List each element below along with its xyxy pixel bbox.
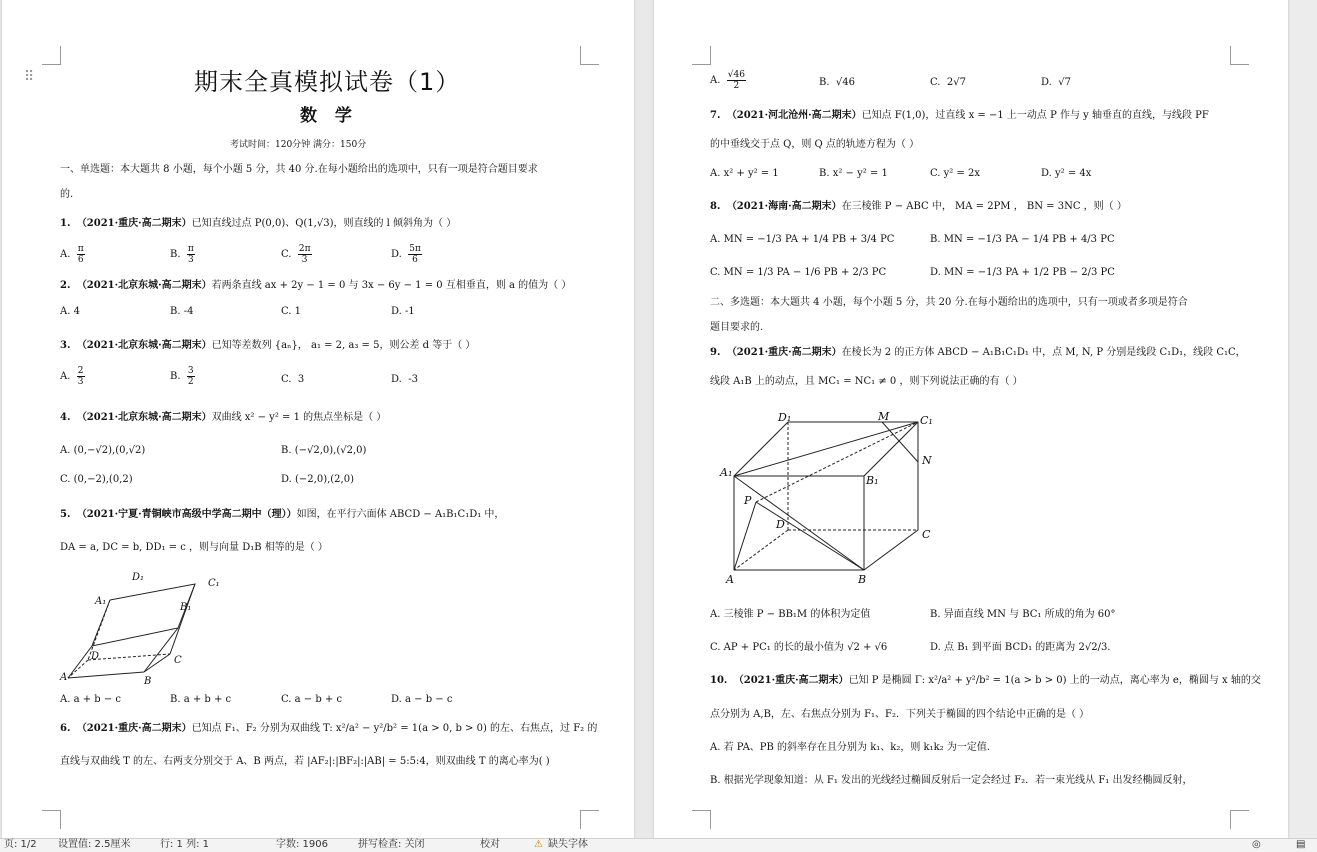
label-D1: D₁ <box>778 411 792 424</box>
focus-mode-icon[interactable]: ◎ <box>1252 839 1261 850</box>
label-D1: D₁ <box>132 572 145 583</box>
drag-handle-icon[interactable]: ⠿ <box>24 69 35 85</box>
option-c[interactable]: C. AP + PC₁ 的长的最小值为 √2 + √6 <box>710 642 888 653</box>
crop-mark <box>42 810 61 829</box>
question-5: 5. （2021·宁夏·青铜峡市高级中学高二期中（理））如图，在平行六面体 ABCD − A₁B₁C₁D₁ 中， <box>60 509 505 520</box>
label-C1: C₁ <box>920 414 933 427</box>
option-c[interactable]: C. y² = 2x <box>930 168 981 179</box>
question-4: 4. （2021·北京东城·高二期末）双曲线 x² − y² = 1 的焦点坐标是（ ） <box>60 412 387 423</box>
option-c[interactable]: C. a − b + c <box>281 694 343 705</box>
option-d[interactable]: D. -3 <box>391 374 418 385</box>
exam-info: 考试时间：120分钟 满分：150分 <box>230 140 367 150</box>
option-b[interactable]: B. a + b + c <box>170 694 232 705</box>
question-7: 7. （2021·河北沧州·高二期末）已知点 F(1,0)，过直线 x = −1 上一动点 P 作与 y 轴垂直的直线，与线段 PF <box>710 110 1209 121</box>
option-d[interactable]: D. √7 <box>1041 77 1071 88</box>
page-title: 期末全真模拟试卷（1） <box>194 68 461 96</box>
option-b[interactable]: B. 根据光学现象知道：从 F₁ 发出的光线经过椭圆反射后一定会经过 F₂．若一束光线从 F₁ 出发经椭圆反射， <box>710 775 1193 786</box>
crop-mark <box>42 46 61 65</box>
crop-mark <box>1230 46 1249 65</box>
page-1 <box>2 0 634 838</box>
status-spellcheck[interactable]: 拼写检查: 关闭 <box>358 839 425 850</box>
question-1: 1. （2021·重庆·高二期末）已知直线过点 P(0,0)、Q(1,√3)，则直线的 l 倾斜角为（ ） <box>60 218 457 229</box>
cube-figure <box>718 408 948 590</box>
label-B: B <box>144 676 152 684</box>
option-c[interactable]: C. $\frac{2\pi}{3}$ <box>281 244 311 265</box>
option-c[interactable]: C. 1 <box>281 306 302 317</box>
crop-mark <box>1230 810 1249 829</box>
question-9-cont: 线段 A₁B 上的动点，且 MC₁ = NC₁ ≠ 0 ，则下列说法正确的有（ ） <box>710 376 1023 387</box>
subject-title: 数 学 <box>300 106 358 126</box>
crop-mark <box>580 46 599 65</box>
option-b[interactable]: B. 异面直线 MN 与 BC₁ 所成的角为 60° <box>930 609 1116 620</box>
option-c[interactable]: C. MN = 1/3 PA − 1/6 PB + 2/3 PC <box>710 267 887 278</box>
label-M: M <box>878 410 890 423</box>
option-a[interactable]: A. 4 <box>60 306 80 317</box>
page-view-icon[interactable]: ▤ <box>1296 839 1306 850</box>
option-a[interactable]: A. x² + y² = 1 <box>710 168 779 179</box>
label-C1: C₁ <box>208 578 220 589</box>
question-3: 3. （2021·北京东城·高二期末）已知等差数列 {aₙ}， a₁ = 2, a₃ = 5，则公差 d 等于（ ） <box>60 340 476 351</box>
option-b[interactable]: B. $\frac{3}{2}$ <box>170 366 194 387</box>
label-A1: A₁ <box>95 596 107 607</box>
question-10: 10. （2021·重庆·高二期末）已知 P 是椭圆 Γ: x²/a² + y²/b² = 1(a > b > 0) 上的一动点，离心率为 e，椭圆与 x 轴的交 <box>710 675 1261 686</box>
option-a[interactable]: A. 若 PA、PB 的斜率存在且分别为 k₁、k₂，则 k₁k₂ 为一定值. <box>710 742 991 753</box>
status-missing-font[interactable]: 缺失字体 <box>548 839 588 850</box>
label-C: C <box>922 528 931 541</box>
option-a[interactable]: A. (0,−√2),(0,√2) <box>60 445 146 456</box>
question-7-cont: 的中垂线交于点 Q，则 Q 点的轨迹方程为（ ） <box>710 139 920 150</box>
option-a[interactable]: A. 三棱锥 P − BB₁M 的体积为定值 <box>710 609 871 620</box>
status-rowcol: 行: 1 列: 1 <box>160 839 209 850</box>
status-page[interactable]: 页: 1/2 <box>4 839 37 850</box>
page-2 <box>654 0 1288 838</box>
section-heading-cont: 题目要求的. <box>710 322 764 333</box>
label-B: B <box>858 573 867 586</box>
option-b[interactable]: B. (−√2,0),(√2,0) <box>281 445 367 456</box>
question-2: 2. （2021·北京东城·高二期末）若两条直线 ax + 2y − 1 = 0 与 3x − 6y − 1 = 0 互相垂直，则 a 的值为（ ） <box>60 280 572 291</box>
label-D: D <box>91 651 100 662</box>
option-a[interactable]: A. $\frac{√46}{2}$ <box>710 70 745 91</box>
option-d[interactable]: D. $\frac{5\pi}{6}$ <box>391 244 421 265</box>
option-b[interactable]: B. $\frac{\pi}{3}$ <box>170 244 194 265</box>
question-10-cont: 点分别为 A,B，左、右焦点分别为 F₁、F₂．下列关于椭圆的四个结论中正确的是（ ） <box>710 709 1090 720</box>
option-c[interactable]: C. 2√7 <box>930 77 966 88</box>
label-B1: B₁ <box>180 602 192 613</box>
question-6-cont: 直线与双曲线 T 的左、右两支分别交于 A、B 两点，若 |AF₂|:|BF₂|:|AB| = 5:5:4，则双曲线 T 的离心率为( ) <box>60 756 550 767</box>
vertical-scrollbar[interactable] <box>1290 0 1317 838</box>
option-b[interactable]: B. MN = −1/3 PA − 1/4 PB + 4/3 PC <box>930 234 1115 245</box>
question-9: 9. （2021·重庆·高二期末）在棱长为 2 的正方体 ABCD − A₁B₁C₁D₁ 中，点 M, N, P 分别是线段 C₁D₁，线段 C₁C， <box>710 347 1246 358</box>
label-P: P <box>744 494 752 507</box>
option-a[interactable]: A. MN = −1/3 PA + 1/4 PB + 3/4 PC <box>710 234 895 245</box>
question-5-cont: DA = a, DC = b, DD₁ = c ，则与向量 D₁B 相等的是（ ） <box>60 542 328 553</box>
option-b[interactable]: B. -4 <box>170 306 194 317</box>
option-d[interactable]: D. y² = 4x <box>1041 168 1092 179</box>
status-proofread[interactable]: 校对 <box>480 839 500 850</box>
option-a[interactable]: A. a + b − c <box>60 694 122 705</box>
status-setting[interactable]: 设置值: 2.5厘米 <box>58 839 131 850</box>
section-heading: 一、单选题：本大题共 8 小题，每个小题 5 分，共 40 分.在每小题给出的选项中，只有一项是符合题目要求 <box>60 164 538 175</box>
question-6: 6. （2021·重庆·高二期末）已知点 F₁、F₂ 分别为双曲线 T: x²/a² − y²/b² = 1(a > 0, b > 0) 的左、右焦点，过 F₂ 的 <box>60 723 598 734</box>
status-bar <box>0 838 1317 852</box>
option-a[interactable]: A. $\frac{2}{3}$ <box>60 366 84 387</box>
option-d[interactable]: D. (−2,0),(2,0) <box>281 474 354 485</box>
question-8: 8. （2021·海南·高二期末）在三棱锥 P − ABC 中， MA = 2PM ， BN = 3NC ，则（ ） <box>710 201 1127 212</box>
label-A: A <box>726 573 734 586</box>
crop-mark <box>692 46 711 65</box>
option-c[interactable]: C. (0,−2),(0,2) <box>60 474 133 485</box>
label-C: C <box>174 655 182 666</box>
option-b[interactable]: B. x² − y² = 1 <box>819 168 888 179</box>
crop-mark <box>580 810 599 829</box>
option-a[interactable]: A. $\frac{\pi}{6}$ <box>60 244 84 265</box>
label-A: A <box>60 672 68 683</box>
option-d[interactable]: D. 点 B₁ 到平面 BCD₁ 的距离为 2√2/3. <box>930 642 1111 653</box>
crop-mark <box>692 810 711 829</box>
option-d[interactable]: D. -1 <box>391 306 415 317</box>
option-d[interactable]: D. MN = −1/3 PA + 1/2 PB − 2/3 PC <box>930 267 1115 278</box>
label-D: D <box>776 518 785 531</box>
label-A1: A₁ <box>720 466 733 479</box>
option-b[interactable]: B. √46 <box>819 77 855 88</box>
option-c[interactable]: C. 3 <box>281 374 305 385</box>
section-heading-cont: 的. <box>60 189 74 200</box>
option-d[interactable]: D. a − b − c <box>391 694 453 705</box>
warning-icon: ⚠ <box>534 839 543 850</box>
status-words[interactable]: 字数: 1906 <box>276 839 328 850</box>
label-N: N <box>922 454 932 467</box>
section-heading: 二、多选题：本大题共 4 小题，每个小题 5 分，共 20 分.在每小题给出的选项中，只有一项或者多项是符合 <box>710 297 1188 308</box>
label-B1: B₁ <box>866 474 879 487</box>
parallelepiped-figure <box>58 568 228 684</box>
